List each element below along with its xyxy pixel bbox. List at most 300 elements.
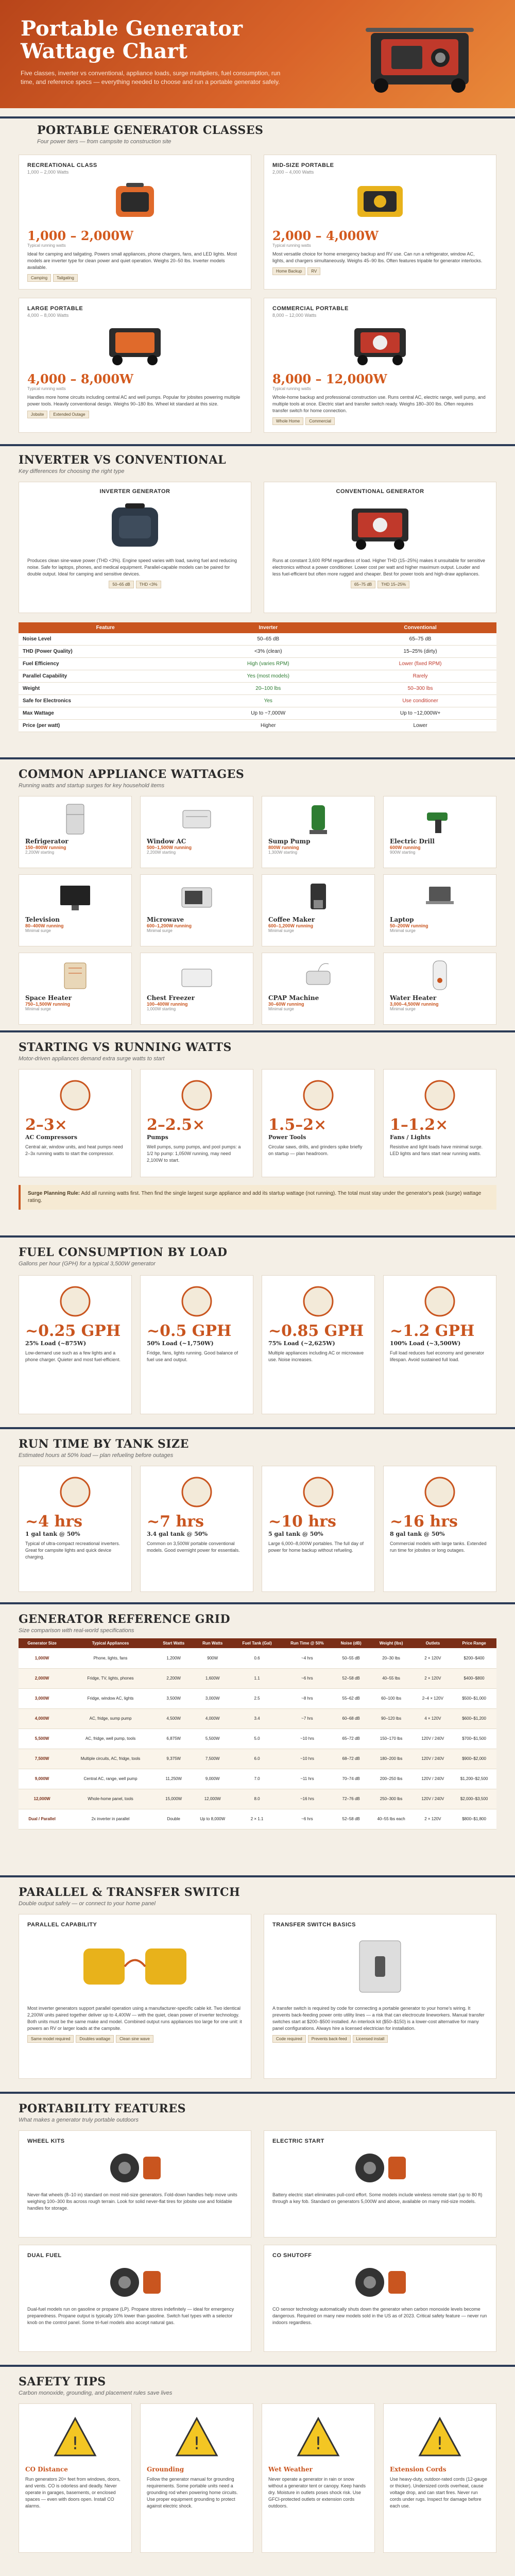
runtime-card <box>19 1466 132 1592</box>
fridge-icon <box>25 801 125 838</box>
table-cell: $1,200–$2,500 <box>452 1769 496 1789</box>
inverter-section-header <box>19 453 226 474</box>
card-desc: Typical of ultra-compact recreational inverters. Great for campsite lights and quick device charging. <box>25 1541 121 1560</box>
surge-card <box>140 1069 253 1177</box>
appliance-card <box>383 874 496 946</box>
table-row <box>19 707 496 720</box>
feature-card <box>264 2245 496 2352</box>
class-card-midsize <box>264 155 496 290</box>
table-cell: Fridge, window AC, lights <box>65 1688 156 1708</box>
card-label: Pumps <box>147 1134 168 1141</box>
svg-text:!: ! <box>315 2433 322 2454</box>
section-subtitle: Estimated hours at 50% load — plan refueling before outages <box>19 1452 174 1459</box>
table-cell: 52–58 dB <box>334 1809 369 1829</box>
table-row <box>19 1648 496 1668</box>
table-cell: 50–300 lbs <box>344 683 496 695</box>
section-title: COMMON APPLIANCE WATTAGES <box>19 768 245 781</box>
table-cell: AC, fridge, well pump, tools <box>65 1728 156 1749</box>
table-cell: 8.0 <box>233 1789 281 1809</box>
tag: RV <box>307 267 320 275</box>
table-cell: Dual / Parallel <box>19 1809 65 1829</box>
card-label: 8 gal tank @ 50% <box>390 1531 445 1537</box>
saw-icon <box>268 1075 368 1116</box>
card-label: 25% Load (~875W) <box>25 1340 87 1347</box>
class-desc: Whole-home backup and professional construction use. Runs central AC, electric range, well pump, and multiple tools at once. Electric start and transfer switch ready. Weighs 180–300 lbs. Often requires transfer switch for home connection. <box>272 395 486 413</box>
appliance-card <box>383 953 496 1025</box>
table-cell: 2 × 1.1 <box>233 1809 281 1829</box>
table-cell: 2–4 × 120V <box>414 1688 452 1708</box>
appliances-section-header <box>19 768 244 789</box>
table-cell: Up to ~12,000W+ <box>344 707 496 720</box>
pump-icon <box>268 801 368 838</box>
section-divider <box>0 1427 515 1429</box>
class-watts: 1,000 – 2,000W <box>27 228 133 243</box>
appliance-starting-watts: Minimal surge <box>390 928 416 933</box>
tag: 65–75 dB <box>351 581 375 588</box>
tag: Whole Home <box>272 417 303 425</box>
ac-icon <box>147 801 247 838</box>
card-label: Fans / Lights <box>390 1134 431 1141</box>
table-cell: Weight <box>19 683 192 695</box>
table-row <box>19 658 496 670</box>
wheel-icon <box>27 2144 243 2192</box>
appliance-card <box>262 874 375 946</box>
generator-hero-illustration <box>360 18 479 95</box>
feature-desc: Never-flat wheels (8–10 in) standard on most mid-size generators. Fold-down handles help move units weighing 100–300 lbs across rough terrain. Look for solid never-flat tires for jobsite use and foldable handles for storage. <box>27 2192 237 2211</box>
card-desc: Runs at constant 3,600 RPM regardless of load. Higher THD (15–25%) makes it unsuitable for sensitive electronics without a power conditioner. Lower cost per watt and higher maximum output. Louder and less fuel-efficient but often more rugged and cheaper. Best for power tools and high-draw appliances. <box>272 558 486 577</box>
appliance-card <box>19 796 132 868</box>
table-cell: Yes <box>192 695 344 707</box>
appliance-running-watts: 800W running <box>268 845 299 850</box>
table-cell: 2.5 <box>233 1688 281 1708</box>
table-cell: Lower <box>344 720 496 732</box>
section-subtitle: Four power tiers — from campsite to construction site <box>37 139 171 145</box>
table-cell: ~8 hrs <box>281 1688 334 1708</box>
table-cell: 4,000W <box>19 1708 65 1728</box>
table-cell: 5,500W <box>192 1728 233 1749</box>
fuel-gauge-icon <box>147 1281 247 1322</box>
section-title: FUEL CONSUMPTION BY LOAD <box>19 1246 228 1259</box>
table-cell: 50–55 dB <box>334 1648 369 1668</box>
appliance-name: Electric Drill <box>390 838 435 845</box>
safety-desc: Never operate a generator in rain or snow without a generator tent or canopy. Keep hands dry. Moisture in outlets poses shock risk. Use GFCI-protected outlets or extension cords outdoors. <box>268 2477 366 2509</box>
appliance-running-watts: 600W running <box>390 845 421 850</box>
table-cell: ~7 hrs <box>281 1708 334 1728</box>
parallel-generators-icon <box>27 1928 243 2005</box>
table-cell: High (varies RPM) <box>192 658 344 670</box>
electric-start-icon <box>272 2144 488 2192</box>
features-section-header <box>19 2102 186 2123</box>
appliance-starting-watts: Minimal surge <box>268 928 294 933</box>
fuel-card <box>383 1275 496 1414</box>
appliance-running-watts: 80–400W running <box>25 923 64 928</box>
table-cell: ~16 hrs <box>281 1789 334 1809</box>
appliance-card <box>140 953 253 1025</box>
card-big-value: 2–3× <box>25 1116 67 1134</box>
table-cell: ~10 hrs <box>281 1749 334 1769</box>
tag: Commercial <box>305 417 335 425</box>
table-cell: Up to 8,000W <box>192 1809 233 1829</box>
card-label: 100% Load (~3,500W) <box>390 1340 461 1347</box>
surge-tip <box>19 1185 496 1210</box>
tag: Licensed install <box>353 2035 388 2043</box>
class-name: RECREATIONAL CLASS <box>27 162 97 168</box>
canopy-icon <box>268 2409 368 2466</box>
table-cell: 1,000W <box>19 1648 65 1668</box>
class-card-commercial <box>264 298 496 433</box>
table-row <box>19 1809 496 1829</box>
section-divider <box>0 1030 515 1032</box>
card-big-value: ~7 hrs <box>147 1513 204 1531</box>
table-cell: Central AC, range, well pump <box>65 1769 156 1789</box>
table-cell: 40–55 lbs <box>369 1668 414 1688</box>
table-cell: Double <box>156 1809 192 1829</box>
appliance-card <box>19 874 132 946</box>
table-cell: Multiple circuits, AC, fridge, tools <box>65 1749 156 1769</box>
table-cell: 52–58 dB <box>334 1668 369 1688</box>
feature-desc: Battery electric start eliminates pull-cord effort. Some models include wireless remote start (up to 80 ft) through a key fob. Standard on generators 5,000W and above, available on many mid-size models. <box>272 2192 483 2204</box>
feature-card <box>19 2245 251 2352</box>
section-title: GENERATOR REFERENCE GRID <box>19 1613 231 1626</box>
section-subtitle: Gallons per hour (GPH) for a typical 3,500W generator <box>19 1261 156 1267</box>
table-header: Run Watts <box>192 1638 233 1648</box>
appliance-running-watts: 750–1,500W running <box>25 1002 71 1007</box>
safety-title: Extension Cords <box>390 2466 447 2473</box>
card-big-value: 2–2.5× <box>147 1116 205 1134</box>
feature-title: WHEEL KITS <box>27 2138 65 2144</box>
card-label: 75% Load (~2,625W) <box>268 1340 335 1347</box>
card-label: Power Tools <box>268 1134 306 1141</box>
tv-icon <box>25 879 125 916</box>
grounding-icon <box>147 2409 247 2466</box>
table-cell: 0.6 <box>233 1648 281 1668</box>
table-cell: Use conditioner <box>344 695 496 707</box>
tip-label: Surge Planning Rule: <box>28 1191 80 1196</box>
safety-card <box>19 2403 132 2553</box>
table-cell: 65–72 dB <box>334 1728 369 1749</box>
table-cell: 5,500W <box>19 1728 65 1749</box>
fuel-gauge-icon <box>390 1281 490 1322</box>
fuel-can-icon <box>147 1471 247 1513</box>
table-cell: AC, fridge, sump pump <box>65 1708 156 1728</box>
card-desc: Produces clean sine-wave power (THD <3%). Engine speed varies with load, saving fuel and reducing noise. Safe for laptops, phones, and medical equipment. Parallel-capable models can be paired for double output. Ideal for camping and sensitive devices. <box>27 558 237 577</box>
conventional-card <box>264 482 496 613</box>
table-cell: Phone, lights, fans <box>65 1648 156 1668</box>
class-name: LARGE PORTABLE <box>27 306 83 312</box>
table-cell: $200–$400 <box>452 1648 496 1668</box>
table-cell: ~6 hrs <box>281 1809 334 1829</box>
appliance-card <box>262 953 375 1025</box>
feature-title: CO SHUTOFF <box>272 2252 312 2259</box>
appliance-starting-watts: Minimal surge <box>25 1007 51 1011</box>
table-cell: Price (per watt) <box>19 720 192 732</box>
table-cell: 2 × 120V <box>414 1809 452 1829</box>
tag: Doubles wattage <box>76 2035 114 2043</box>
table-cell: 250–300 lbs <box>369 1789 414 1809</box>
surge-card <box>383 1069 496 1177</box>
fuel-card <box>140 1275 253 1414</box>
cpap-icon <box>268 957 368 994</box>
generator-small-icon <box>27 178 243 225</box>
table-cell: $600–$1,200 <box>452 1708 496 1728</box>
class-range: 1,000 – 2,000 Watts <box>27 170 69 175</box>
section-subtitle: Size comparison with real-world specifications <box>19 1628 134 1634</box>
coffee-icon <box>268 879 368 916</box>
table-cell: 12,000W <box>19 1789 65 1809</box>
reference-table-wrapper <box>19 1638 496 1829</box>
table-cell: 2 × 120V <box>414 1668 452 1688</box>
transfer-switch-icon <box>272 1928 488 2005</box>
surge-card <box>262 1069 375 1177</box>
appliance-running-watts: 3,000–4,500W running <box>390 1002 439 1007</box>
card-desc: Fridge, fans, lights running. Good balance of fuel use and output. <box>147 1350 238 1362</box>
tag: Tailgating <box>53 274 78 282</box>
table-cell: THD (Power Quality) <box>19 646 192 658</box>
appliance-starting-watts: 900W starting <box>390 850 416 855</box>
card-desc: A transfer switch is required by code for connecting a portable generator to your home's wiring. It prevents back-feeding power onto utility lines — a risk that can electrocute lineworkers. Manual transfer switches start at $200–$500 installed. An interlock kit ($50–$150) is a lower-cost alternative for many panel configurations. Always hire a licensed electrician for installation. <box>272 2006 485 2031</box>
section-title: INVERTER VS CONVENTIONAL <box>19 453 227 467</box>
feature-desc: CO sensor technology automatically shuts down the generator when carbon monoxide levels become dangerous. Required on many new models sold in the US as of 2023. Critical safety feature — never run indoors regardless. <box>272 2307 487 2325</box>
class-desc: Most versatile choice for home emergency backup and RV use. Can run a refrigerator, window AC, lights, and chargers simultaneously. Weighs 45–90 lbs. Often features tripable for generator interlocks. <box>272 251 483 263</box>
appliance-starting-watts: Minimal surge <box>147 928 173 933</box>
appliance-name: Television <box>25 916 60 923</box>
table-cell: Lower (fixed RPM) <box>344 658 496 670</box>
surge-section-header <box>19 1041 232 1062</box>
table-cell: ~11 hrs <box>281 1769 334 1789</box>
appliance-name: Sump Pump <box>268 838 311 845</box>
safety-section-header <box>19 2375 172 2396</box>
table-row <box>19 1708 496 1728</box>
reference-table <box>19 1638 496 1829</box>
fan-icon <box>390 1075 490 1116</box>
table-cell: $700–$1,500 <box>452 1728 496 1749</box>
appliance-running-watts: 600–1,200W running <box>147 923 192 928</box>
table-cell: 1,200W <box>156 1648 192 1668</box>
svg-text:!: ! <box>436 2433 443 2454</box>
table-cell: 6,875W <box>156 1728 192 1749</box>
table-header: Run Time @ 50% <box>281 1638 334 1648</box>
table-cell: 3,500W <box>156 1688 192 1708</box>
table-row <box>19 683 496 695</box>
safety-card <box>383 2403 496 2553</box>
card-label: 3.4 gal tank @ 50% <box>147 1531 208 1537</box>
class-watts: 2,000 – 4,000W <box>272 228 379 243</box>
section-subtitle: Key differences for choosing the right type <box>19 468 125 474</box>
section-subtitle: What makes a generator truly portable outdoors <box>19 2117 139 2123</box>
section-divider <box>0 757 515 759</box>
card-label: 1 gal tank @ 50% <box>25 1531 80 1537</box>
microwave-icon <box>147 879 247 916</box>
runtime-card <box>383 1466 496 1592</box>
class-watts: 4,000 – 8,000W <box>27 371 133 386</box>
runtime-section-header <box>19 1437 189 1459</box>
table-cell: Fuel Efficiency <box>19 658 192 670</box>
table-row <box>19 1688 496 1708</box>
waterheater-icon <box>390 957 490 994</box>
card-desc: Commercial models with large tanks. Extended run time for jobsites or long outages. <box>390 1541 487 1553</box>
table-cell: 9,000W <box>19 1769 65 1789</box>
table-header: Conventional <box>344 622 496 633</box>
appliance-name: Space Heater <box>25 994 72 1002</box>
appliance-name: Microwave <box>147 916 184 923</box>
card-desc: Well pumps, sump pumps, and pool pumps: a 1/2 hp pump: 1,050W running, may need 2,100W to start. <box>147 1144 241 1163</box>
table-cell: <3% (clean) <box>192 646 344 658</box>
table-cell: 150–170 lbs <box>369 1728 414 1749</box>
safety-desc: Follow the generator manual for grounding requirements. Some portable units need a grounding rod when powering home circuits. Use proper equipment grounding to protect against electric shock. <box>147 2477 238 2509</box>
table-cell: 2 × 120V <box>414 1648 452 1668</box>
class-name: COMMERCIAL PORTABLE <box>272 306 349 312</box>
table-cell: 20–30 lbs <box>369 1648 414 1668</box>
table-header: Weight (lbs) <box>369 1638 414 1648</box>
table-cell: 3.4 <box>233 1708 281 1728</box>
table-cell: Max Wattage <box>19 707 192 720</box>
tag: Jobsite <box>27 411 47 418</box>
card-big-value: ~10 hrs <box>268 1513 336 1531</box>
class-note: Typical running watts <box>27 243 66 248</box>
table-cell: 120V / 240V <box>414 1769 452 1789</box>
table-row <box>19 720 496 732</box>
appliance-starting-watts: 2,200W starting <box>25 850 55 855</box>
svg-text:!: ! <box>193 2433 200 2454</box>
table-cell: $800–$1,800 <box>452 1809 496 1829</box>
safety-card <box>262 2403 375 2553</box>
section-title: PARALLEL & TRANSFER SWITCH <box>19 1886 241 1899</box>
section-title: PORTABLE GENERATOR CLASSES <box>37 124 264 137</box>
tag: Clean sine wave <box>116 2035 153 2043</box>
table-cell: 55–62 dB <box>334 1688 369 1708</box>
card-title: CONVENTIONAL GENERATOR <box>336 488 424 495</box>
fuel-can-icon <box>390 1471 490 1513</box>
class-card-large <box>19 298 251 433</box>
table-row <box>19 1749 496 1769</box>
extension-cord-icon <box>390 2409 490 2466</box>
card-big-value: ~0.25 GPH <box>25 1322 121 1340</box>
appliance-name: Chest Freezer <box>147 994 195 1002</box>
tag: Camping <box>27 274 51 282</box>
appliance-name: Window AC <box>147 838 186 845</box>
table-cell: 90–120 lbs <box>369 1708 414 1728</box>
table-cell: 4,000W <box>192 1708 233 1728</box>
parallel-section-header <box>19 1886 240 1907</box>
card-desc: Common on 3,500W portable conventional models. Good overnight power for essentials. <box>147 1541 240 1553</box>
table-cell: $900–$2,000 <box>452 1749 496 1769</box>
card-big-value: ~0.85 GPH <box>268 1322 364 1340</box>
table-cell: 68–72 dB <box>334 1749 369 1769</box>
appliance-name: CPAP Machine <box>268 994 319 1002</box>
class-name: MID-SIZE PORTABLE <box>272 162 334 168</box>
section-title: STARTING VS RUNNING WATTS <box>19 1041 232 1054</box>
table-cell: $400–$800 <box>452 1668 496 1688</box>
appliance-name: Laptop <box>390 916 414 923</box>
table-header: Fuel Tank (Gal) <box>233 1638 281 1648</box>
svg-text:!: ! <box>72 2433 79 2454</box>
appliance-starting-watts: 1,300W starting <box>268 850 298 855</box>
card-label: AC Compressors <box>25 1134 78 1141</box>
table-header: Price Range <box>452 1638 496 1648</box>
safety-card <box>140 2403 253 2553</box>
table-cell: Yes (most models) <box>192 670 344 683</box>
table-cell: 200–250 lbs <box>369 1769 414 1789</box>
tag: THD <3% <box>136 581 161 588</box>
appliance-name: Refrigerator <box>25 838 68 845</box>
fuel-can-icon <box>268 1471 368 1513</box>
table-cell: Rarely <box>344 670 496 683</box>
section-divider <box>0 1602 515 1604</box>
class-range: 8,000 – 12,000 Watts <box>272 313 317 318</box>
class-note: Typical running watts <box>27 386 66 391</box>
feature-title: ELECTRIC START <box>272 2138 324 2144</box>
tag: Code required <box>272 2035 306 2043</box>
card-big-value: 1–1.2× <box>390 1116 449 1134</box>
fuel-card <box>262 1275 375 1414</box>
generator-midsize-icon <box>272 178 488 225</box>
table-cell: 180–200 lbs <box>369 1749 414 1769</box>
card-big-value: 1.5–2× <box>268 1116 327 1134</box>
appliance-running-watts: 30–60W running <box>268 1002 304 1007</box>
table-cell: 4,500W <box>156 1708 192 1728</box>
section-divider <box>0 1235 515 1238</box>
appliance-running-watts: 50–200W running <box>390 923 428 928</box>
fuel-card <box>19 1275 132 1414</box>
feature-card <box>19 2130 251 2238</box>
appliance-name: Water Heater <box>390 994 437 1002</box>
card-title: TRANSFER SWITCH BASICS <box>272 1922 356 1928</box>
section-divider <box>0 1875 515 1877</box>
appliance-starting-watts: 1,000W starting <box>147 1007 176 1011</box>
table-row <box>19 646 496 658</box>
transfer-switch-card <box>264 1914 496 2079</box>
safety-desc: Run generators 20+ feet from windows, doors, and vents. CO is odorless and deadly. Never operate in garages, basements, or enclosed spaces — even with doors open. Install CO alarms. <box>25 2477 121 2509</box>
surge-card <box>19 1069 132 1177</box>
generator-large-icon <box>27 321 243 368</box>
table-cell: Noise Level <box>19 633 192 646</box>
fuel-can-icon <box>25 1471 125 1513</box>
table-cell: ~6 hrs <box>281 1668 334 1688</box>
table-cell: 7,500W <box>192 1749 233 1769</box>
table-row <box>19 1728 496 1749</box>
table-header: Outlets <box>414 1638 452 1648</box>
table-cell: 9,000W <box>192 1769 233 1789</box>
table-cell: 1.1 <box>233 1668 281 1688</box>
table-cell: 60–68 dB <box>334 1708 369 1728</box>
appliance-card <box>140 796 253 868</box>
laptop-icon <box>390 879 490 916</box>
section-title: SAFETY TIPS <box>19 2375 106 2388</box>
table-row <box>19 670 496 683</box>
classes-section <box>0 124 515 145</box>
appliance-starting-watts: Minimal surge <box>390 1007 416 1011</box>
card-desc: Large 6,000–8,000W portables. The full day of power for home backup without refueling. <box>268 1541 364 1553</box>
class-note: Typical running watts <box>272 243 311 248</box>
feature-card <box>264 2130 496 2238</box>
section-subtitle: Motor-driven appliances demand extra surge watts to start <box>19 1056 165 1062</box>
freezer-icon <box>147 957 247 994</box>
hero-description: Five classes, inverter vs conventional, appliance loads, surge multipliers, fuel consumption, run time, and reference specs — everything needed to choose and run a portable generator safely. <box>21 70 281 86</box>
table-cell: 40–55 lbs each <box>369 1809 414 1829</box>
appliance-running-watts: 500–1,500W running <box>147 845 192 850</box>
card-desc: Resistive and light loads have minimal surge. LED lights and fans start near running watts. <box>390 1144 483 1156</box>
table-header: Noise (dB) <box>334 1638 369 1648</box>
pump-icon <box>147 1075 247 1116</box>
card-title: PARALLEL CAPABILITY <box>27 1922 97 1928</box>
section-subtitle: Carbon monoxide, grounding, and placement rules save lives <box>19 2390 173 2396</box>
class-range: 4,000 – 8,000 Watts <box>27 313 69 318</box>
appliance-starting-watts: Minimal surge <box>25 928 51 933</box>
co-alarm-icon <box>272 2259 488 2306</box>
card-desc: Most inverter generators support parallel operation using a manufacturer-specific cable kit. Two identical 2,200W units paired together deliver up to 4,400W — with the quiet, clean power of inverter technology. Both units must be the same make and model. Combined output runs appliances too large for one unit: it powers an RV or larger loads at the campsite. <box>27 2006 242 2031</box>
table-cell: 3,000W <box>192 1688 233 1708</box>
inverter-generator-icon <box>27 498 243 554</box>
